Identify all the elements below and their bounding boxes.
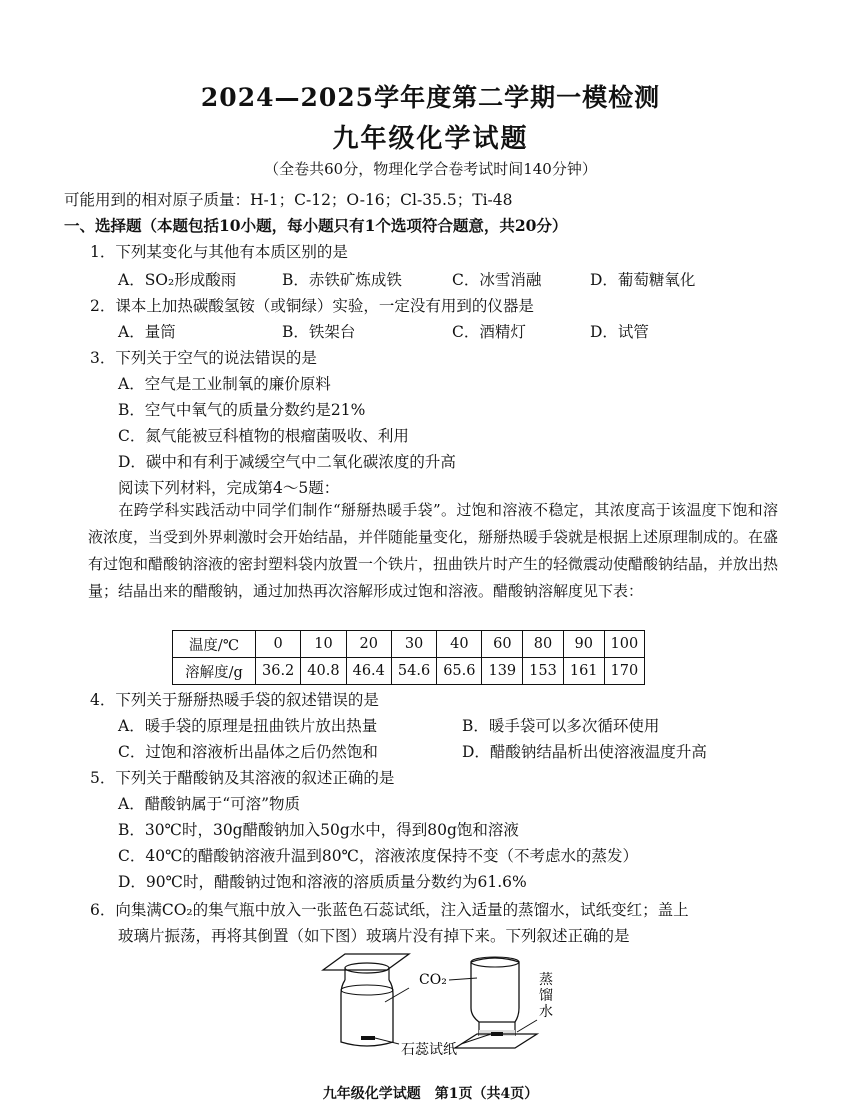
reading-passage-text: 在跨学科实践活动中同学们制作“掰掰热暖手袋”。过饱和溶液不稳定，其浓度高于该温度下饱和溶液浓度，当受到外界刺激时会开始结晶，并伴随能量变化，掰掰热暖手袋就是根据上述原理制成的。在盛有过饱和醋酸钠溶液的密封塑料袋内放置一个铁片，扭曲铁片时产生的轻微震动使醋酸钠结晶，并放出热量；结晶出来的醋酸钠，通过加热再次溶解形成过饱和溶液。醋酸钠溶解度见下表： bbox=[88, 501, 779, 600]
table-cell: 153 bbox=[523, 658, 564, 685]
table-cell: 30 bbox=[391, 631, 436, 658]
q2-option-a: A．量筒 bbox=[118, 323, 176, 341]
litmus-paper-shape bbox=[491, 1032, 503, 1036]
table-row bbox=[173, 631, 645, 658]
table-cell: 40 bbox=[437, 631, 482, 658]
q6-stem-line1: 6．向集满CO₂的集气瓶中放入一张蓝色石蕊试纸，注入适量的蒸馏水，试纸变红；盖上 bbox=[90, 901, 689, 919]
co2-label: CO₂ bbox=[419, 972, 447, 988]
table-cell: 10 bbox=[301, 631, 346, 658]
q5-stem: 5．下列关于醋酸钠及其溶液的叙述正确的是 bbox=[90, 769, 395, 787]
exam-note: （全卷共60分，物理化学合卷考试时间140分钟） bbox=[264, 160, 597, 178]
table-cell: 20 bbox=[346, 631, 391, 658]
table-cell: 80 bbox=[523, 631, 564, 658]
solubility-table bbox=[172, 630, 645, 685]
section-heading: 一、选择题（本题包括10小题，每小题只有1个选项符合题意，共20分） bbox=[64, 216, 568, 235]
table-cell: 54.6 bbox=[391, 658, 436, 685]
table-cell: 170 bbox=[604, 658, 645, 685]
litmus-paper-label: 石蕊试纸 bbox=[401, 1042, 457, 1058]
gas-jar-figure bbox=[315, 944, 575, 1064]
table-row bbox=[173, 658, 645, 685]
q5-option-d: D．90℃时，醋酸钠过饱和溶液的溶质质量分数约为61.6% bbox=[118, 873, 527, 891]
inverted-gas-jar bbox=[455, 957, 537, 1048]
q2-option-b: B．铁架台 bbox=[282, 323, 356, 341]
glass-plate-bottom bbox=[455, 1034, 537, 1048]
page-footer: 九年级化学试题 第1页（共4页） bbox=[322, 1086, 539, 1102]
q3-option-b: B．空气中氧气的质量分数约是21% bbox=[118, 401, 366, 419]
q3-option-d: D．碳中和有利于减缓空气中二氧化碳浓度的升高 bbox=[118, 453, 456, 471]
table-cell: 46.4 bbox=[346, 658, 391, 685]
table-cell: 65.6 bbox=[437, 658, 482, 685]
table-cell: 0 bbox=[256, 631, 301, 658]
table-cell: 90 bbox=[563, 631, 604, 658]
table-cell: 40.8 bbox=[301, 658, 346, 685]
atomic-masses: 可能用到的相对原子质量：H-1；C-12；O-16；Cl-35.5；Ti-48 bbox=[64, 191, 513, 209]
q1-option-a: A．SO₂形成酸雨 bbox=[118, 271, 237, 289]
q3-option-a: A．空气是工业制氧的廉价原料 bbox=[118, 375, 331, 393]
water-label-1: 蒸 bbox=[539, 972, 553, 988]
table-cell: 36.2 bbox=[256, 658, 301, 685]
table-cell: 60 bbox=[482, 631, 523, 658]
q1-option-d: D．葡萄糖氧化 bbox=[590, 271, 696, 289]
q4-option-c: C．过饱和溶液析出晶体之后仍然饱和 bbox=[118, 743, 378, 761]
exam-title: 2024—2025学年度第二学期一模检测 bbox=[200, 83, 661, 112]
q5-option-c: C．40℃的醋酸钠溶液升温到80℃，溶液浓度保持不变（不考虑水的蒸发） bbox=[118, 847, 638, 865]
q4-option-a: A．暖手袋的原理是扭曲铁片放出热量 bbox=[118, 717, 378, 735]
q4-option-b: B．暖手袋可以多次循环使用 bbox=[462, 717, 660, 735]
q1-stem: 1．下列某变化与其他有本质区别的是 bbox=[90, 243, 348, 261]
q5-option-a: A．醋酸钠属于“可溶”物质 bbox=[118, 795, 301, 813]
q4-stem: 4．下列关于掰掰热暖手袋的叙述错误的是 bbox=[90, 691, 379, 709]
water-label-3: 水 bbox=[539, 1004, 553, 1020]
q1-option-c: C．冰雪消融 bbox=[452, 271, 542, 289]
q2-option-d: D．试管 bbox=[590, 323, 649, 341]
table-cell: 161 bbox=[563, 658, 604, 685]
reading-passage bbox=[88, 497, 778, 605]
reading-intro: 阅读下列材料，完成第4～5题： bbox=[118, 479, 340, 497]
q4-option-d: D．醋酸钠结晶析出使溶液温度升高 bbox=[462, 743, 707, 761]
q1-option-b: B．赤铁矿炼成铁 bbox=[282, 271, 402, 289]
table-row-label: 溶解度/g bbox=[173, 658, 256, 685]
water-label-2: 馏 bbox=[539, 988, 553, 1004]
q2-option-c: C．酒精灯 bbox=[452, 323, 526, 341]
table-cell: 100 bbox=[604, 631, 645, 658]
q2-stem: 2．课本上加热碳酸氢铵（或铜绿）实验，一定没有用到的仪器是 bbox=[90, 297, 534, 315]
table-cell: 139 bbox=[482, 658, 523, 685]
glass-plate-top bbox=[323, 954, 409, 970]
q6-stem-line2: 玻璃片振荡，再将其倒置（如下图）玻璃片没有掉下来。下列叙述正确的是 bbox=[118, 927, 630, 945]
litmus-paper-shape bbox=[361, 1036, 375, 1040]
exam-subtitle: 九年级化学试题 bbox=[332, 124, 529, 154]
upright-gas-jar bbox=[323, 954, 409, 1046]
table-row-label: 温度/℃ bbox=[173, 631, 256, 658]
q5-option-b: B．30℃时，30g醋酸钠加入50g水中，得到80g饱和溶液 bbox=[118, 821, 519, 839]
q3-option-c: C．氮气能被豆科植物的根瘤菌吸收、利用 bbox=[118, 427, 409, 445]
q3-stem: 3．下列关于空气的说法错误的是 bbox=[90, 349, 317, 367]
